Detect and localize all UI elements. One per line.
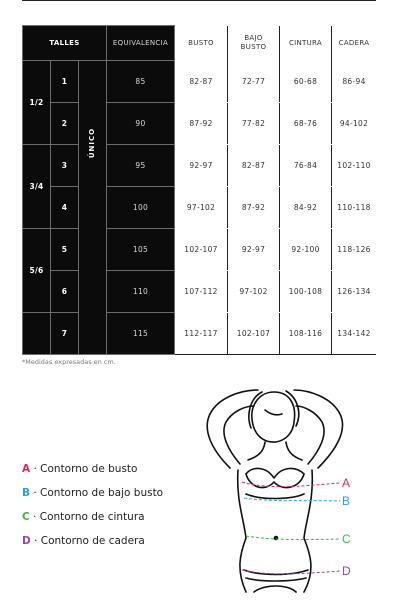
table-row: [23, 229, 377, 271]
body-outline: [207, 390, 342, 592]
group-label: 5/6: [23, 229, 51, 313]
busto-cell: 102-107: [175, 229, 228, 271]
measurement-lines: [242, 482, 340, 574]
legend-item-bajo-busto: [22, 487, 163, 511]
unico-label: ÚNICO: [88, 127, 97, 159]
equivalencia-cell: 90: [107, 103, 175, 145]
table-row: [23, 103, 377, 145]
header-cintura: CINTURA: [280, 26, 332, 61]
header-bajo-busto: [228, 26, 280, 61]
size-table: [22, 25, 376, 355]
label-d: D: [342, 564, 351, 578]
talle-cell: 7: [51, 313, 79, 355]
group-label: 1/2: [23, 61, 51, 145]
cintura-cell: 108-116: [280, 313, 332, 355]
legend-text: Contorno de bajo busto: [40, 487, 164, 499]
header-talles: TALLES: [23, 26, 107, 61]
bajo-busto-cell: 92-97: [228, 229, 280, 271]
cintura-cell: 68-76: [280, 103, 332, 145]
bajo-busto-cell: 102-107: [228, 313, 280, 355]
legend-letter: C: [22, 511, 30, 523]
legend-separator: ·: [30, 463, 41, 475]
table-row: [23, 61, 377, 103]
legend-text: Contorno de cintura: [39, 511, 145, 523]
busto-cell: 82-87: [175, 61, 228, 103]
busto-cell: 112-117: [175, 313, 228, 355]
cadera-cell: 102-110: [332, 145, 377, 187]
header-bajo-busto-line2: BUSTO: [240, 43, 267, 51]
legend-item-cadera: [22, 535, 163, 559]
cadera-cell: 94-102: [332, 103, 377, 145]
top-rule: [22, 0, 376, 1]
legend-item-busto: [22, 463, 163, 487]
legend-letter: B: [22, 487, 31, 499]
busto-cell: 87-92: [175, 103, 228, 145]
cintura-cell: 84-92: [280, 187, 332, 229]
group-label: 3/4: [23, 145, 51, 229]
legend-letter: A: [22, 463, 31, 475]
cintura-cell: 92-100: [280, 229, 332, 271]
cadera-cell: 110-118: [332, 187, 377, 229]
table-header-row: [23, 26, 377, 61]
bajo-busto-cell: 82-87: [228, 145, 280, 187]
cintura-cell: 100-108: [280, 271, 332, 313]
table-row: [23, 145, 377, 187]
cintura-cell: 60-68: [280, 61, 332, 103]
bajo-busto-cell: 87-92: [228, 187, 280, 229]
talle-cell: 5: [51, 229, 79, 271]
talle-cell: 1: [51, 61, 79, 103]
legend-separator: ·: [29, 511, 40, 523]
talle-cell: 6: [51, 271, 79, 313]
legend-letter: D: [22, 535, 31, 547]
label-b: B: [342, 494, 351, 508]
legend-item-cintura: [22, 511, 163, 535]
measurement-legend: [22, 463, 163, 559]
equivalencia-cell: 105: [107, 229, 175, 271]
cadera-cell: 134-142: [332, 313, 377, 355]
bajo-busto-cell: 97-102: [228, 271, 280, 313]
busto-cell: 97-102: [175, 187, 228, 229]
header-cadera: CADERA: [332, 26, 377, 61]
cadera-cell: 126-134: [332, 271, 377, 313]
measurement-letters: [342, 476, 351, 578]
bajo-busto-cell: 77-82: [228, 103, 280, 145]
busto-cell: 107-112: [175, 271, 228, 313]
talle-cell: 3: [51, 145, 79, 187]
talle-cell: 4: [51, 187, 79, 229]
cintura-cell: 76-84: [280, 145, 332, 187]
legend-separator: ·: [30, 535, 41, 547]
table-row: [23, 271, 377, 313]
equivalencia-cell: 115: [107, 313, 175, 355]
label-c: C: [342, 532, 351, 546]
legend-text: Contorno de busto: [40, 463, 138, 475]
talle-cell: 2: [51, 103, 79, 145]
bajo-busto-cell: 72-77: [228, 61, 280, 103]
group-label-empty: [23, 313, 51, 355]
equivalencia-cell: 100: [107, 187, 175, 229]
equivalencia-cell: 95: [107, 145, 175, 187]
cadera-cell: 86-94: [332, 61, 377, 103]
header-busto: BUSTO: [175, 26, 228, 61]
equivalencia-cell: 110: [107, 271, 175, 313]
equivalencia-cell: 85: [107, 61, 175, 103]
busto-cell: 92-97: [175, 145, 228, 187]
header-equivalencia: EQUIVALENCIA: [107, 26, 175, 61]
table-row: [23, 187, 377, 229]
header-bajo-busto-line1: BAJO: [244, 34, 263, 42]
units-note: *Medidas expresadas en cm.: [22, 358, 116, 366]
legend-separator: ·: [30, 487, 41, 499]
unico-cell: [79, 61, 107, 355]
label-a: A: [342, 476, 351, 490]
table-row: [23, 313, 377, 355]
cadera-cell: 118-126: [332, 229, 377, 271]
legend-text: Contorno de cadera: [40, 535, 145, 547]
body-measurement-illustration: [190, 370, 390, 600]
